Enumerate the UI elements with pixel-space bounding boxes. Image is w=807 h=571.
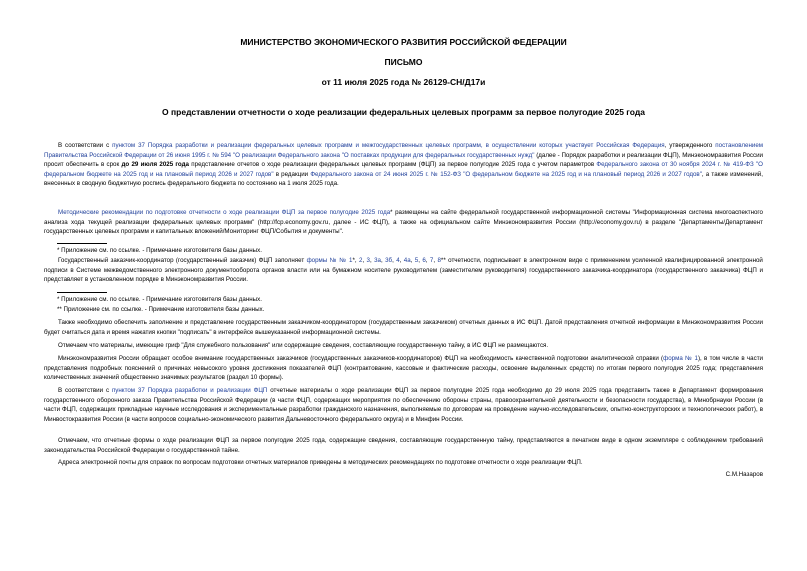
link-federal-law-419[interactable]: Федерального закона от 30 ноября 2024 г. № 419-ФЗ "О федеральном бюджете на 2025 год и на плановый период 2026 и 2027 годов" [44,161,763,178]
footnote-mark: * [390,209,393,216]
link-form-1[interactable]: формы № № 1 [306,257,353,264]
paragraph-9: Адреса электронной почты для справок по вопросам подготовки отчетных материалов приведены в методических рекомендациях по подготовке отчетности о ходе реализации ФЦП. [58,459,583,466]
link-form-5[interactable]: 5 [414,257,419,264]
paragraph-3: Государственный заказчик-координатор (государственный заказчик) ФЦП заполняет формы № № 1*, 2, 3, 3а, 3б, 4, 4а, 5, 6, 7, 8** отчетности, подписывает в электронном виде с применением усиленной квалифицированной электронной подписи в Системе межведомственного электронного документооборота органов власти или на бумажном носителе руководителем (заместителем руководителя) государственного заказчика-координатора (государственного заказчика) ФЦП и представляет в установленном порядке в Минэкономразвития России. [44,257,763,284]
footnote-2a: * Приложение см. по ссылке. - Примечание изготовителя базы данных. [57,296,262,303]
footnote-divider [57,292,107,293]
p1-text: В соответствии с [58,142,113,149]
footnote-mark: ** [440,257,446,264]
paragraph-8: Отмечаем, что отчетные формы о ходе реализации ФЦП за первое полугодие 2025 года, содержащие сведения, составляющие государственную тайну, представляются в печатном виде в одном экземпляре с соблюдением требований законодательства Российской Федерации о государственной тайне. [44,437,763,454]
paragraph-2 [44,208,763,237]
paragraph-6 [44,354,763,383]
link-form-7[interactable]: 7 [429,257,434,264]
doc-date-heading: от 11 июля 2025 года № 26129-СН/Д17и [321,77,486,87]
link-form-3a[interactable]: 3а [374,257,381,264]
p3-text: Государственный заказчик-координатор (государственный заказчик) ФЦП заполняет [58,257,307,264]
doc-type-heading: ПИСЬМО [384,57,423,67]
paragraph-1 [44,141,763,189]
p1-text: в редакции [273,170,311,178]
p1-text: (далее - Порядок разработки и реализации ФЦП), Минэкономразвития России просит обеспечить в срок [44,151,763,169]
p7-text: отчетные материалы о ходе реализации ФЦП за первое полугодие 2025 года необходимо до 29 июля 2025 года представить также в Департамент формирования государственного оборонного заказа Правительства Российской Федерации (в части ФЦП, содержащих мероприятия по обеспечению обороны страны, правоохранительной деятельности и безопасности государства), в Минобрнауки России (в части ФЦП, содержащих прикладные научные исследования и экспериментальные разработки гражданского назначения, выполняемые по договорам на проведение научно-исследовательских, опытно-конструкторских и технологических работ), в Минвостокразвития России (в части вопросов социально-экономического развития Дальневосточного федерального округа) и в Минфин России. [44,387,764,423]
footnote-2b: ** Приложение см. по ссылке. - Примечание изготовителя базы данных. [57,306,265,313]
link-form-2[interactable]: 2 [358,257,363,264]
p7-text: В соответствии с [58,387,112,394]
paragraph-5: Отмечаем что материалы, имеющие гриф "Для служебного пользования" или содержащие сведения, составляющие государственную тайну, в ИС ФЦП не размещаются. [58,342,549,349]
p1-text: , утвержденного [664,142,716,149]
signature: С.М.Назаров [725,471,763,478]
p1-text: , а также изменений, внесенных в сводную бюджетную роспись федерального бюджета по состоянию на 1 июля 2025 года. [44,170,763,188]
link-form-4a[interactable]: 4а [403,257,411,264]
ministry-heading: МИНИСТЕРСТВО ЭКОНОМИЧЕСКОГО РАЗВИТИЯ РОССИЙСКОЙ ФЕДЕРАЦИИ [240,37,567,47]
link-federal-law-152[interactable]: Федерального закона от 24 июня 2025 г. № 152-ФЗ "О федеральном бюджете на 2025 год и на плановый период 2026 и 2027 годов" [310,170,702,178]
p3-text: отчетности, подписывает в электронном виде с применением усиленной квалифицированной электронной подписи в Системе межведомственного электронного документооборота органов власти или на бумажном носителе руководителем (заместителем руководителя) государственного заказчика-координатора (государственного заказчика) ФЦП и представляет в установленном порядке в Минэкономразвития России. [44,257,763,284]
deadline-bold: до 29 июля 2025 года [121,161,189,169]
paragraph-4: Также необходимо обеспечить заполнение и представление государственным заказчиком-координатором (государственным заказчиком) отчетных данных в ИС ФЦП. Датой представления отчетной информации в Минэкономразвития России будет считаться дата и время нажатия кнопки "подписать" в интерфейсе вышеуказанной информационной системы. [44,319,763,336]
link-methodical-recommendations[interactable]: Методические рекомендации по подготовке отчетности о ходе реализации ФЦП за первое полугодие 2025 года [58,209,391,216]
link-government-resolution-594[interactable]: постановлением Правительства Российской Федерации от 26 июня 1995 г. № 594 "О реализации Федерального закона "О поставках продукции для федеральных государственных нужд" [44,142,764,159]
link-form-6[interactable]: 6 [422,257,426,264]
footnote-1: * Приложение см. по ссылке. - Примечание изготовителя базы данных. [57,247,262,254]
link-order-point-37[interactable]: пунктом 37 Порядка разработки и реализации федеральных целевых программ и межгосударственных целевых программ, в осуществлении которых участвует Российская Федерация [112,142,665,149]
link-order-point-37-fcp[interactable]: пунктом 37 Порядка разработки и реализации ФЦП [111,387,268,394]
link-form-1-analytic[interactable]: форма № 1 [663,355,698,362]
paragraph-7 [44,386,763,424]
link-form-3b[interactable]: 3б [385,257,393,264]
doc-subject-heading: О представлении отчетности о ходе реализации федеральных целевых программ за первое полугодие 2025 года [162,107,645,117]
link-form-3[interactable]: 3 [366,257,370,264]
p2-text: размещены на сайте федеральной государственной информационной системы "Информационная система многоаспектного анализа хода текущей реализации федеральных целевых программ" (http://fcp.economy.gov.ru, далее - ИС ФЦП), а также на официальном сайте Минэкономразвития России (http://economy.gov.ru) в разделе "Департаменты/Департамент государственных целевых программ и капитальных вложений/Мониторинг ФЦП/События и документы". [44,209,763,236]
link-form-4[interactable]: 4 [396,257,400,264]
p6-text: ), в том числе в части представления подробных пояснений о причинах невысокого уровня достижения показателей ФЦП (контрактование, кассовые и фактические расходы, освоение выделенных средств) по итогам первого полугодия 2025 года; представления количественных значений общественно значимых результатов (раздел 10 формы). [44,355,763,382]
footnote-divider [57,243,107,244]
p1-text: представление отчетов о ходе реализации федеральных целевых программ (ФЦП) за первое полугодие 2025 года с учетом параметров [189,161,597,169]
footnote-mark: * [352,257,355,264]
link-form-8[interactable]: 8 [437,257,441,264]
p6-text: Минэкономразвития России обращает особое внимание государственных заказчиков (государственных заказчиков-координаторов) ФЦП на необходимость качественной подготовки аналитической справки ( [58,355,664,362]
